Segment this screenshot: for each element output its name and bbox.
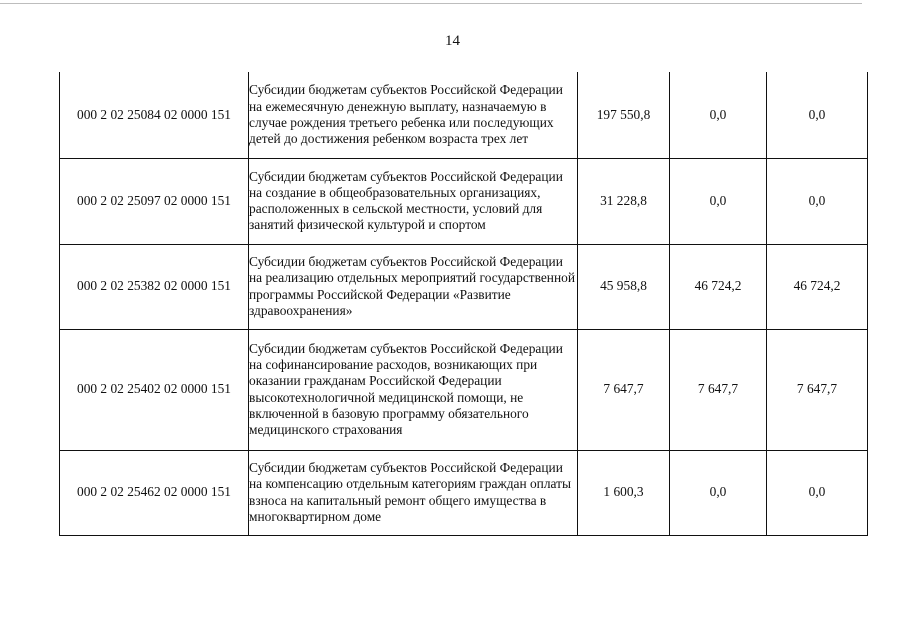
- amount-year1-cell: 7 647,7: [578, 329, 670, 450]
- table-row: [60, 72, 868, 158]
- top-rule: [0, 3, 862, 4]
- budget-code-cell: 000 2 02 25097 02 0000 151: [60, 158, 249, 244]
- amount-year1-cell: 197 550,8: [578, 72, 670, 158]
- amount-year1-cell: 45 958,8: [578, 244, 670, 329]
- amount-year3-cell: 0,0: [767, 72, 868, 158]
- description-cell: Субсидии бюджетам субъектов Российской Федерации на ежемесячную денежную выплату, назначаемую в случае рождения третьего ребенка или последующих детей до достижения ребенком возраста трех лет: [249, 72, 578, 158]
- description-cell: Субсидии бюджетам субъектов Российской Федерации на реализацию отдельных мероприятий государственной программы Российской Федерации «Развитие здравоохранения»: [249, 244, 578, 329]
- table-row: [60, 244, 868, 329]
- amount-year2-cell: 7 647,7: [670, 329, 767, 450]
- amount-year2-cell: 0,0: [670, 72, 767, 158]
- amount-year2-cell: 0,0: [670, 158, 767, 244]
- description-cell: Субсидии бюджетам субъектов Российской Федерации на компенсацию отдельным категориям граждан оплаты взноса на капитальный ремонт общего имущества в многоквартирном доме: [249, 450, 578, 535]
- budget-code-cell: 000 2 02 25462 02 0000 151: [60, 450, 249, 535]
- amount-year3-cell: 0,0: [767, 450, 868, 535]
- amount-year2-cell: 0,0: [670, 450, 767, 535]
- description-cell: Субсидии бюджетам субъектов Российской Федерации на создание в общеобразовательных организациях, расположенных в сельской местности, условий для занятий физической культурой и спортом: [249, 158, 578, 244]
- amount-year3-cell: 0,0: [767, 158, 868, 244]
- amount-year2-cell: 46 724,2: [670, 244, 767, 329]
- amount-year3-cell: 46 724,2: [767, 244, 868, 329]
- table-row: [60, 158, 868, 244]
- amount-year1-cell: 1 600,3: [578, 450, 670, 535]
- budget-code-cell: 000 2 02 25084 02 0000 151: [60, 72, 249, 158]
- budget-code-cell: 000 2 02 25402 02 0000 151: [60, 329, 249, 450]
- budget-code-cell: 000 2 02 25382 02 0000 151: [60, 244, 249, 329]
- table-row: [60, 450, 868, 535]
- amount-year1-cell: 31 228,8: [578, 158, 670, 244]
- budget-table: [59, 72, 868, 536]
- description-cell: Субсидии бюджетам субъектов Российской Федерации на софинансирование расходов, возникающих при оказании гражданам Российской Федерации высокотехнологичной медицинской помощи, не включенной в базовую программу обязательного медицинского страхования: [249, 329, 578, 450]
- page-number: 14: [445, 33, 460, 49]
- amount-year3-cell: 7 647,7: [767, 329, 868, 450]
- table-row: [60, 329, 868, 450]
